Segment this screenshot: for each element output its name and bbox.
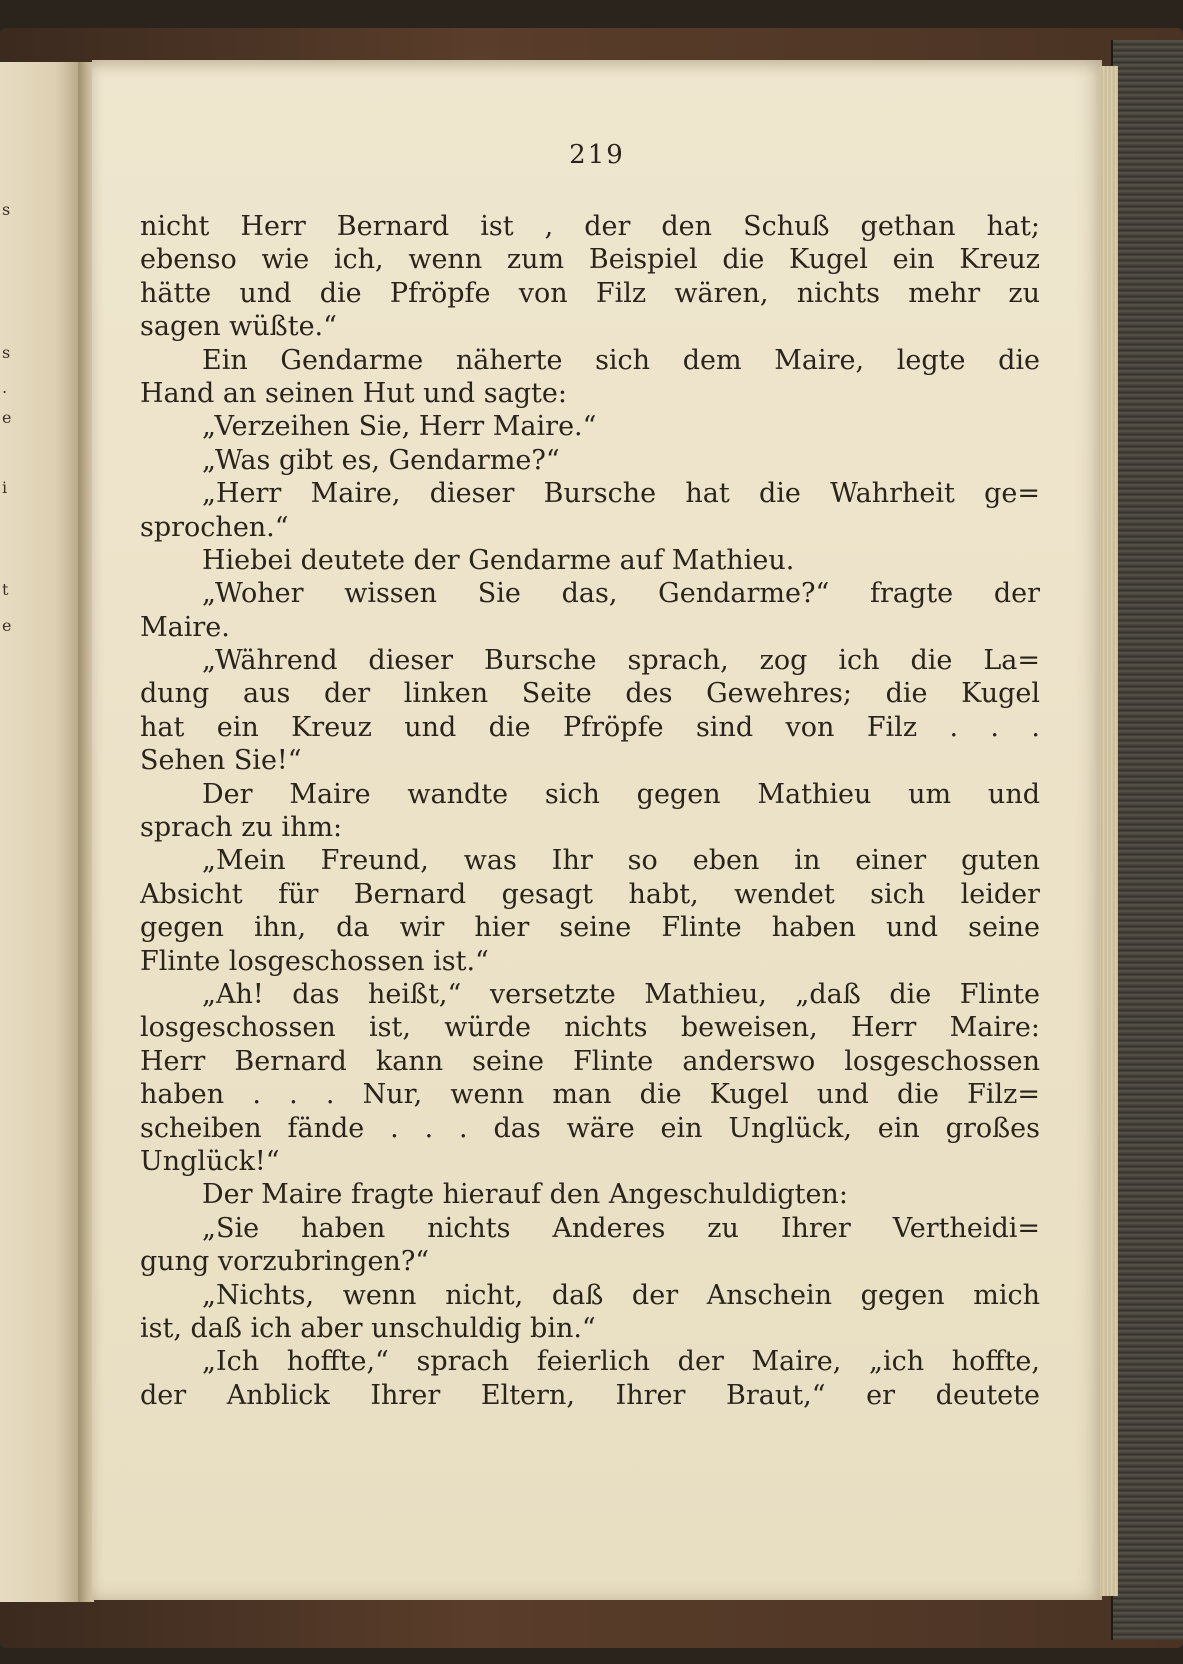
text-line: sprochen.“: [140, 511, 289, 543]
left-page-fragment: e: [2, 616, 12, 635]
page-number: 219: [569, 140, 625, 170]
text-line: losgeschossen ist, würde nichts beweisen, Herr Maire:: [140, 1012, 1040, 1044]
text-line: hätte und die Pfröpfe von Filz wären, nichts mehr zu: [140, 277, 1040, 309]
text-line: „Verzeihen Sie, Herr Maire.“: [202, 411, 597, 443]
left-page-fragment: s: [2, 343, 11, 362]
text-line: der Anblick Ihrer Eltern, Ihrer Braut,“ er deutete: [140, 1379, 1040, 1411]
page-stack-edge: [1100, 66, 1118, 1596]
text-line: haben . . . Nur, wenn man die Kugel und die Filz=: [140, 1079, 1040, 1111]
text-line: nicht Herr Bernard ist , der den Schuß gethan hat;: [140, 211, 1040, 242]
book-cover-edge: [1111, 40, 1183, 1640]
left-page-fragment: t: [2, 580, 9, 599]
text-line: Der Maire fragte hierauf den Angeschuldigten:: [202, 1179, 848, 1211]
text-line: „Sie haben nichts Anderes zu Ihrer Vertheidi=: [202, 1212, 1040, 1244]
left-page-edge: [0, 62, 82, 1602]
text-line: Absicht für Bernard gesagt habt, wendet sich leider: [140, 878, 1040, 910]
left-page-fragment: .: [2, 378, 8, 397]
left-page-fragment: i: [2, 478, 8, 497]
text-line: sagen wüßte.“: [140, 311, 337, 343]
text-line: Hand an seinen Hut und sagte:: [140, 377, 567, 409]
left-page-fragment: e: [2, 408, 12, 427]
text-line: Sehen Sie!“: [140, 745, 302, 777]
text-line: gegen ihn, da wir hier seine Flinte haben und seine: [140, 912, 1040, 944]
text-line: „Herr Maire, dieser Bursche hat die Wahrheit ge=: [202, 478, 1040, 510]
text-line: Ein Gendarme näherte sich dem Maire, legte die: [202, 344, 1040, 376]
text-line: „Ah! das heißt,“ versetzte Mathieu, „daß die Flinte: [202, 978, 1040, 1010]
left-page-fragment: s: [2, 200, 11, 219]
book-page: [92, 60, 1102, 1600]
text-line: Flinte losgeschossen ist.“: [140, 945, 489, 977]
page-text: [140, 210, 1040, 1412]
text-line: Herr Bernard kann seine Flinte anderswo losgeschossen: [140, 1045, 1040, 1077]
text-line: „Was gibt es, Gendarme?“: [202, 444, 560, 476]
text-line: Unglück!“: [140, 1145, 280, 1177]
text-line: „Nichts, wenn nicht, daß der Anschein gegen mich: [202, 1279, 1040, 1311]
text-line: Maire.: [140, 611, 230, 643]
text-line: „Woher wissen Sie das, Gendarme?“ fragte der: [202, 578, 1040, 610]
text-line: dung aus der linken Seite des Gewehres; die Kugel: [140, 678, 1040, 710]
text-line: „Ich hoffte,“ sprach feierlich der Maire, „ich hoffte,: [202, 1346, 1040, 1378]
text-line: Hiebei deutete der Gendarme auf Mathieu.: [202, 544, 795, 576]
text-line: ist, daß ich aber unschuldig bin.“: [140, 1312, 596, 1344]
text-line: „Während dieser Bursche sprach, zog ich die La=: [202, 645, 1040, 677]
text-line: ebenso wie ich, wenn zum Beispiel die Kugel ein Kreuz: [140, 244, 1040, 276]
text-line: scheiben fände . . . das wäre ein Unglück, ein großes: [140, 1112, 1040, 1144]
text-line: sprach zu ihm:: [140, 812, 343, 844]
text-line: Der Maire wandte sich gegen Mathieu um und: [202, 778, 1040, 810]
text-line: gung vorzubringen?“: [140, 1246, 430, 1278]
text-line: „Mein Freund, was Ihr so eben in einer guten: [202, 845, 1040, 877]
text-line: hat ein Kreuz und die Pfröpfe sind von Filz . . .: [140, 711, 1040, 743]
